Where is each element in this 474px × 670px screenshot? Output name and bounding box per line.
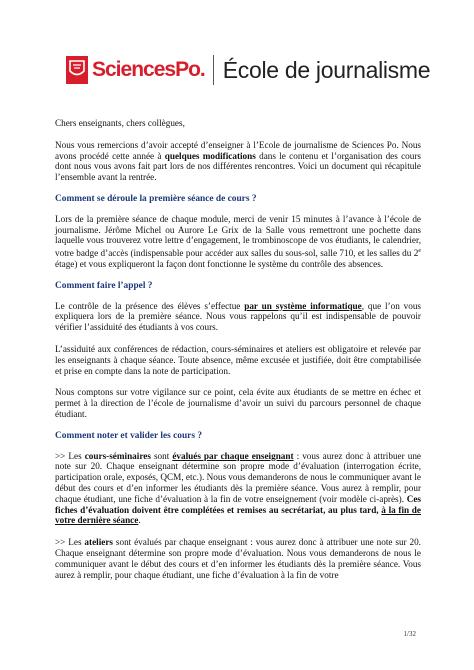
- section-heading-attendance: Comment faire l’appel ?: [55, 280, 153, 291]
- intro-paragraph: Nous vous remercions d’avoir accepté d’enseigner à l’Ecole de journalisme de Sciences Po. Nous avons procédé cette année à quelques modifications dans le contenu et l’organisation des cours dont nous vous avons fait part lors de nos différentes rencontres. Voici un document qui récapitule l’ensemble avant la rentrée.: [55, 139, 421, 183]
- section-heading-grading: Comment noter et valider les cours ?: [55, 430, 203, 441]
- page-number: 1/32: [403, 630, 416, 638]
- page-header: [66, 53, 430, 87]
- greeting: Chers enseignants, chers collègues,: [55, 118, 185, 128]
- header-divider: [213, 55, 214, 85]
- seminars-grading-paragraph: >> Les cours-séminaires sont évalués par chaque enseignant : vous aurez donc à attribuer une note sur 20. Chaque enseignant détermine son propre mode d’évaluation (interrogation écrite, participation orale, exposés, QCM, etc.). Nous vous demanderons de nous le communiquer avant le début des cours et d’en informer les étudiants dès la première séance. Vous aurez à remplir, pour chaque étudiant, une fiche d’évaluation à la fin de votre enseignement (voir modèle ci-après). Ces fiches d’évaluation doivent être complétées et remises au secrétariat, au plus tard, à la fin de votre dernière séance.: [55, 450, 421, 526]
- sciencespo-emblem-icon: [66, 56, 88, 84]
- school-name: École de journalisme: [222, 56, 431, 83]
- section-heading-first-session: Comment se déroule la première séance de cours ?: [55, 193, 257, 204]
- attendance-rules-paragraph: L’assiduité aux conférences de rédaction, cours-séminaires et ateliers est obligatoire et relevée par les enseignants à chaque séance. Toute absence, même excusée et justifiée, doit être comptabilisée et prise en compte dans la note de participation.: [55, 344, 421, 376]
- document-body: [55, 118, 421, 591]
- workshops-grading-paragraph: >> Les ateliers sont évalués par chaque enseignant : vous aurez donc à attribuer une note sur 20. Chaque enseignant détermine son propre mode d’évaluation. Nous vous demanderons de nous le communiquer avant le début des cours et d’en informer les étudiants dès la première séance. Vous aurez à remplir, pour chaque étudiant, une fiche d’évaluation à la fin de votre: [55, 537, 421, 580]
- attendance-paragraph: Le contrôle de la présence des élèves s’effectue par un système informatique, que l’on vous expliquera lors de la première séance. Nous vous rappelons qu’il est indispensable de pouvoir vérifier l’assiduité des étudiants à vos cours.: [55, 300, 421, 333]
- sciencespo-logo-text: SciencesPo.: [92, 58, 205, 81]
- vigilance-paragraph: Nous comptons sur votre vigilance sur ce point, cela évite aux étudiants de se mettre en échec et permet à la direction de l’école de journalisme d’avoir un suivi du parcours personnel de chaque étudiant.: [55, 387, 421, 419]
- first-session-paragraph: Lors de la première séance de chaque module, merci de venir 15 minutes à l’avance à l’école de journalisme. Jérôme Michel ou Aurore Le Grix de la Salle vous remettront une pochette dans laquelle vous trouverez votre lettre d’engagement, le trombinoscope de vos étudiants, le calendrier, votre badge d’accès (indispensable pour accéder aux salles du sous-sol, salle 710, et les salles du 2e étage) et vous expliqueront la façon dont fonctionne le système du contrôle des absences.: [55, 213, 421, 270]
